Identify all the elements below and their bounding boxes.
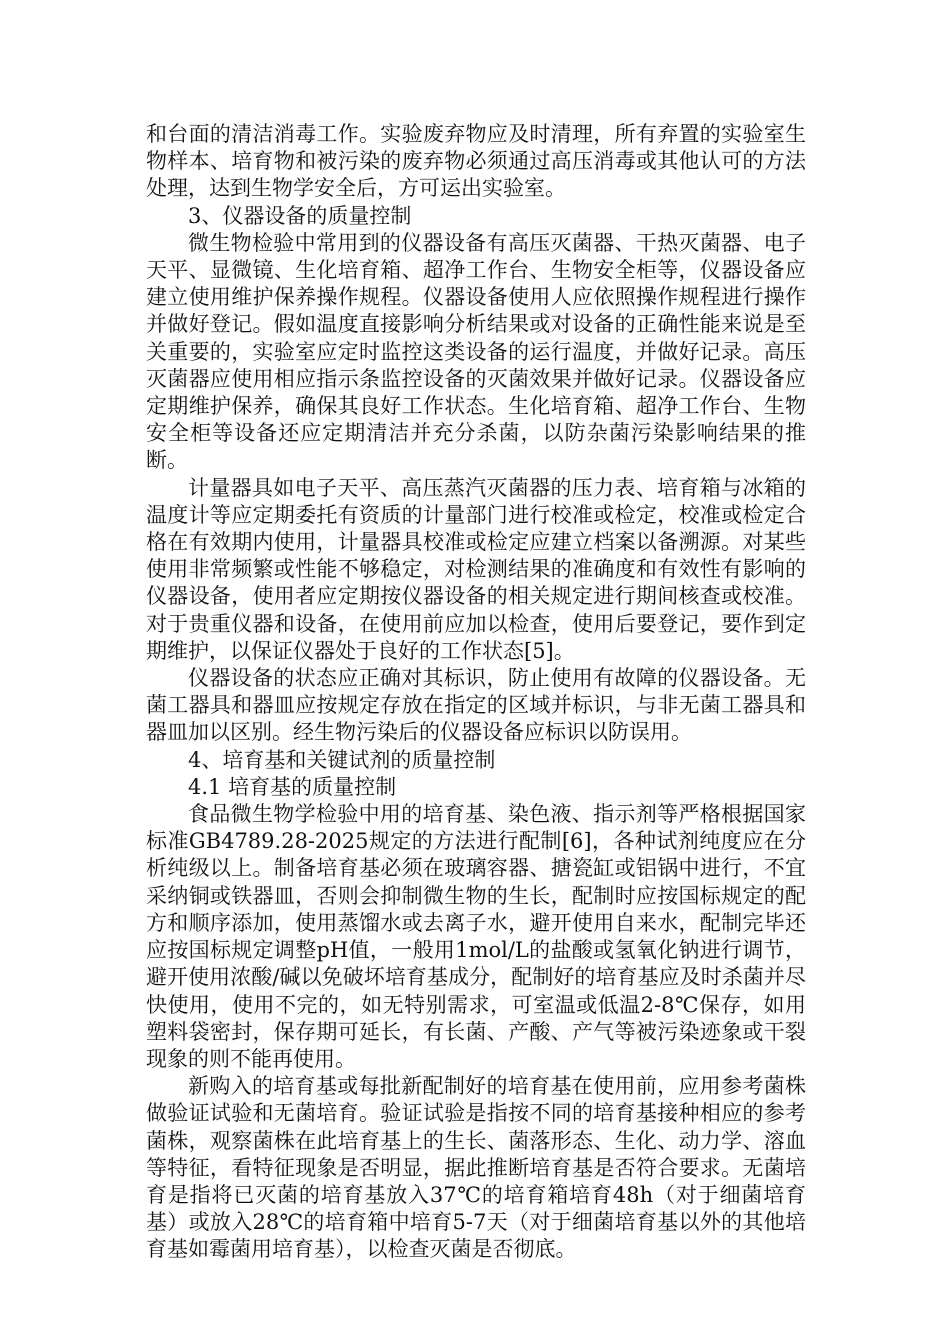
- paragraph-equipment-overview: 微生物检验中常用到的仪器设备有高压灭菌器、干热灭菌器、电子天平、显微镜、生化培育箱、超净工作台、生物安全柜等，仪器设备应建立使用维护保养操作规程。仪器设备使用人应依照操作规程进行操作并做好登记。假如温度直接影响分析结果或对设备的正确性能来说是至关重要的，实验室应定时监控这类设备的运行温度，并做好记录。高压灭菌器应使用相应指示条监控设备的灭菌效果并做好记录。仪器设备应定期维护保养，确保其良好工作状态。生化培育箱、超净工作台、生物安全柜等设备还应定期清洁并充分杀菌，以防杂菌污染影响结果的推断。: [146, 230, 806, 473]
- paragraph-culture-media-verification: 新购入的培育基或每批新配制好的培育基在使用前，应用参考菌株做验证试验和无菌培育。验证试验是指按不同的培育基接种相应的参考菌株，观察菌株在此培育基上的生长、菌落形态、生化、动力学、溶血等特征，看特征现象是否明显，据此推断培育基是否符合要求。无菌培育是指将已灭菌的培育基放入37℃的培育箱培育48h（对于细菌培育基）或放入28℃的培育箱中培育5-7天（对于细菌培育基以外的其他培育基如霉菌用培育基），以检查灭菌是否彻底。: [146, 1074, 806, 1262]
- section-heading-3: 3、仪器设备的质量控制: [188, 203, 412, 228]
- paragraph-equipment-status: 仪器设备的状态应正确对其标识，防止使用有故障的仪器设备。无菌工器具和器皿应按规定存放在指定的区域并标识，与非无菌工器具和器皿加以区别。经生物污染后的仪器设备应标识以防误用。: [146, 666, 806, 745]
- section-heading-4: 4、培育基和关键试剂的质量控制: [188, 747, 496, 772]
- document-page: [146, 121, 806, 1264]
- paragraph-measuring-instruments: 计量器具如电子天平、高压蒸汽灭菌器的压力表、培育箱与冰箱的温度计等应定期委托有资质的计量部门进行校准或检定，校准或检定合格在有效期内使用，计量器具校准或检定应建立档案以备溯源。对某些使用非常频繁或性能不够稳定，对检测结果的准确度和有效性有影响的仪器设备，使用者应定期按仪器设备的相关规定进行期间核查或校准。对于贵重仪器和设备，在使用前应加以检查，使用后要登记，要作到定期维护，以保证仪器处于良好的工作状态[5]。: [146, 475, 806, 663]
- subsection-heading-4-1: 4.1 培育基的质量控制: [188, 774, 397, 799]
- paragraph-culture-media-prep: 食品微生物学检验中用的培育基、染色液、指示剂等严格根据国家标准GB4789.28-2025规定的方法进行配制[6]，各种试剂纯度应在分析纯级以上。制备培育基必须在玻璃容器、搪瓷缸或铝锅中进行，不宜采纳铜或铁器皿，否则会抑制微生物的生长，配制时应按国标规定的配方和顺序添加，使用蒸馏水或去离子水，避开使用自来水，配制完毕还应按国标规定调整pH值，一般用1mol/L的盐酸或氢氧化钠进行调节，避开使用浓酸/碱以免破坏培育基成分，配制好的培育基应及时杀菌并尽快使用，使用不完的，如无特别需求，可室温或低温2-8℃保存，如用塑料袋密封，保存期可延长，有长菌、产酸、产气等被污染迹象或干裂现象的则不能再使用。: [146, 802, 806, 1071]
- paragraph-lab-waste: 和台面的清洁消毒工作。实验废弃物应及时清理，所有弃置的实验室生物样本、培育物和被污染的废弃物必须通过高压消毒或其他认可的方法处理，达到生物学安全后，方可运出实验室。: [146, 122, 806, 201]
